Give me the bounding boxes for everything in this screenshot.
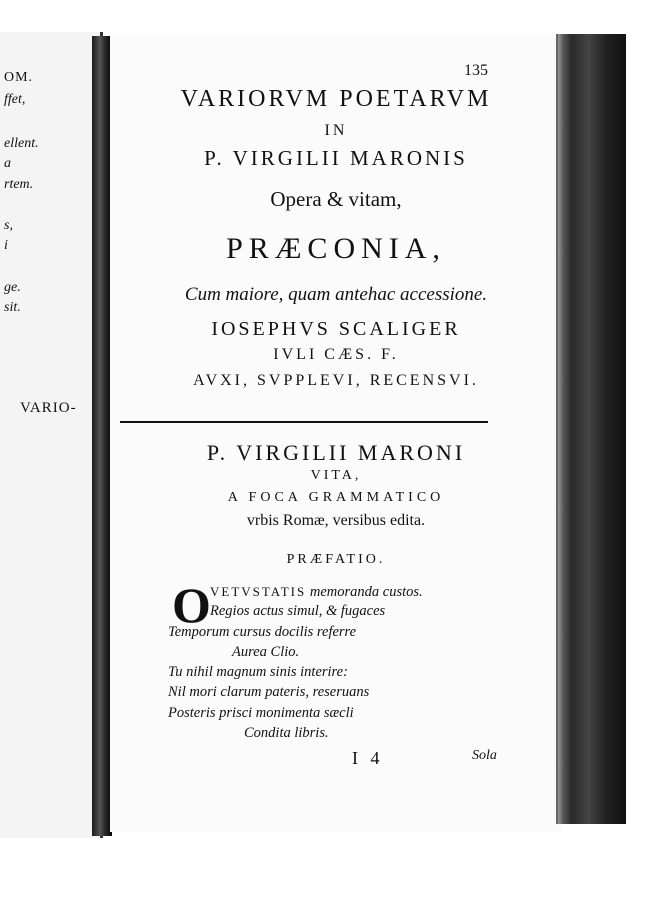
left-page: [0, 32, 103, 838]
footer-catchword: Sola: [472, 748, 497, 763]
left-catchword: VARIO-: [20, 400, 77, 416]
page-title: VARIORVM POETARVM: [180, 86, 492, 112]
poem-line-6: Nil mori clarum pateris, reseruans: [168, 684, 370, 700]
left-line: OM.: [4, 70, 34, 85]
title-accessione: Cum maiore, quam antehac accessione.: [184, 284, 488, 305]
section-note: vrbis Romæ, versibus edita.: [246, 512, 426, 529]
poem-line-1-rest: memoranda custos.: [309, 584, 423, 600]
poem-line-1: [210, 584, 423, 601]
signature-mark: I 4: [352, 748, 384, 768]
section-author: A FOCA GRAMMATICO: [227, 490, 445, 505]
poem-line-2: Regios actus simul, & fugaces: [210, 603, 386, 619]
left-line: sit.: [4, 300, 21, 315]
divider-rule: [120, 421, 488, 423]
poem-line-4: Aurea Clio.: [232, 644, 300, 660]
title-in: IN: [324, 122, 348, 139]
left-line: a: [4, 156, 11, 171]
section-title: P. VIRGILII MARONI: [206, 440, 466, 465]
title-opera: Opera & vitam,: [270, 187, 402, 211]
poem-line-8: Condita libris.: [244, 725, 329, 741]
page-edges: [556, 34, 626, 824]
preface-heading: PRÆFATIO.: [286, 552, 386, 567]
book-gutter: [92, 36, 112, 836]
section-subtitle: VITA,: [310, 468, 362, 483]
poem-line-5: Tu nihil magnum sinis interire:: [168, 664, 348, 680]
left-line: s,: [4, 218, 13, 233]
left-line: rtem.: [4, 177, 34, 192]
title-praeconia: PRÆCONIA,: [226, 232, 446, 265]
title-caes: IVLI CÆS. F.: [273, 346, 399, 363]
poem-line-7: Posteris prisci monimenta sæcli: [168, 705, 354, 721]
title-recensui: AVXI, SVPPLEVI, RECENSVI.: [193, 372, 479, 389]
left-line: ffet,: [4, 92, 26, 107]
title-virgil: P. VIRGILII MARONIS: [204, 146, 468, 170]
page-number: 135: [464, 62, 488, 79]
left-line: ellent.: [4, 136, 39, 151]
poem-line-3: Temporum cursus docilis referre: [168, 624, 357, 640]
title-scaliger: IOSEPHVS SCALIGER: [211, 318, 461, 340]
left-line: i: [4, 238, 8, 253]
drop-cap: O: [172, 577, 211, 633]
poem-line-1-caps: VETVSTATIS: [210, 584, 307, 599]
left-line: ge.: [4, 280, 21, 295]
